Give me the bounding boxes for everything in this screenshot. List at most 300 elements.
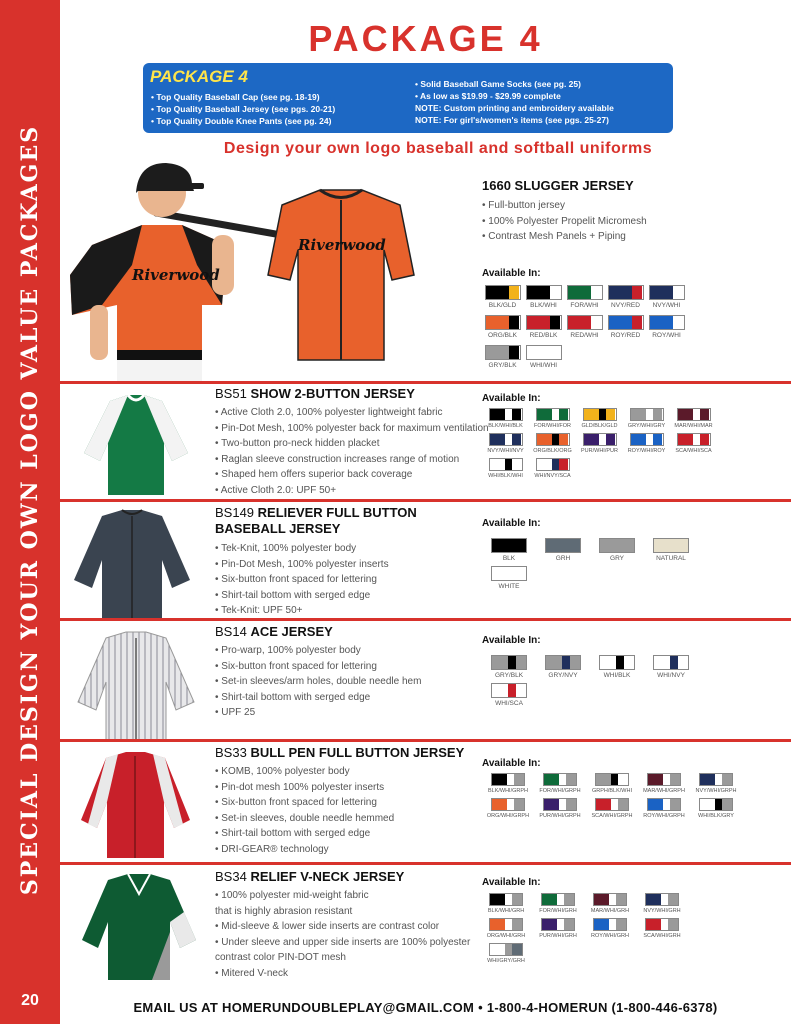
- color-label: ORG/BLK/ORG: [533, 448, 572, 454]
- color-segment: [650, 316, 674, 329]
- color-segment: [654, 539, 688, 552]
- color-swatch: [586, 773, 638, 794]
- color-chip: [649, 315, 685, 330]
- color-swatch: [690, 773, 742, 794]
- product-4-name: BS14 ACE JERSEY: [215, 624, 333, 639]
- color-label: ROY/WHI/GRPH: [643, 813, 685, 819]
- color-segment: [700, 434, 710, 445]
- package-item: • Top Quality Double Knee Pants (see pg. 24): [151, 116, 332, 126]
- color-segment: [632, 316, 642, 329]
- package-item: • As low as $19.99 - $29.99 complete: [415, 91, 561, 101]
- color-segment: [512, 919, 522, 930]
- hero-jersey-text-2: Riverwood: [298, 236, 386, 254]
- color-label: ROY/WHI/GRH: [591, 933, 629, 939]
- color-segment: [486, 346, 510, 359]
- divider: [60, 381, 791, 384]
- color-label: WHI/BLK/WHI: [488, 473, 523, 479]
- product-3-jersey-image: [72, 508, 192, 620]
- color-segment: [661, 894, 668, 905]
- color-segment: [668, 919, 678, 930]
- color-segment: [542, 919, 557, 930]
- color-segment: [673, 316, 683, 329]
- page-title: PACKAGE 4: [308, 18, 543, 59]
- color-chip: [485, 285, 521, 300]
- color-segment: [557, 919, 564, 930]
- color-chip: [595, 773, 629, 786]
- color-chip: [608, 315, 644, 330]
- color-label: GRY/NVY: [548, 672, 578, 679]
- color-segment: [678, 434, 693, 445]
- color-segment: [624, 656, 634, 669]
- color-segment: [609, 894, 616, 905]
- color-swatch: [480, 943, 532, 964]
- package-right-list: [415, 78, 614, 126]
- color-segment: [505, 894, 512, 905]
- color-swatch: [590, 655, 644, 679]
- product-3-available-label: Available In:: [482, 518, 541, 529]
- color-label: BLK/WHI: [530, 302, 557, 309]
- color-chip: [583, 408, 617, 421]
- color-segment: [616, 894, 626, 905]
- color-swatch: [605, 315, 646, 339]
- product-5-name: BS33 BULL PEN FULL BUTTON JERSEY: [215, 745, 465, 760]
- color-chip: [595, 798, 629, 811]
- color-segment: [492, 684, 508, 697]
- product-3-features: • Tek-Knit, 100% polyester body • Pin-Dot Mesh, 100% polyester inserts • Six-button front spaced for lettering • Shirt-tail bottom with serged edge • Tek-Knit: UPF 50+: [215, 543, 389, 616]
- color-segment: [527, 316, 551, 329]
- color-segment: [609, 286, 633, 299]
- product-2-name: BS51 SHOW 2-BUTTON JERSEY: [215, 386, 415, 401]
- color-segment: [512, 434, 522, 445]
- product-3-swatches: [482, 538, 742, 594]
- color-segment: [505, 409, 512, 420]
- color-segment: [600, 539, 634, 552]
- color-segment: [505, 919, 512, 930]
- color-label: SCA/WHI/GRPH: [591, 813, 633, 819]
- color-label: FOR/WHI: [570, 302, 599, 309]
- color-chip: [653, 655, 689, 670]
- color-label: BLK/GLD: [488, 302, 517, 309]
- color-segment: [591, 316, 601, 329]
- color-label: ORG/BLK: [488, 332, 517, 339]
- color-segment: [584, 409, 599, 420]
- color-label: NVY/RED: [611, 302, 640, 309]
- color-chip: [526, 345, 562, 360]
- color-segment: [562, 656, 569, 669]
- color-segment: [552, 409, 559, 420]
- package-item: • Solid Baseball Game Socks (see pg. 25): [415, 79, 581, 89]
- color-swatch: [536, 538, 590, 562]
- color-swatch: [482, 345, 523, 369]
- product-6-swatches: [480, 893, 710, 968]
- color-segment: [566, 774, 576, 785]
- color-label: PUR/WHI/PUR: [581, 448, 618, 454]
- color-segment: [505, 459, 512, 470]
- color-segment: [616, 656, 623, 669]
- color-label: GRH: [555, 555, 571, 562]
- color-segment: [568, 286, 592, 299]
- product-1-available-label: Available In:: [482, 268, 541, 279]
- product-6-features: • 100% polyester mid-weight fabric that is highly abrasion resistant • Mid-sleeve & lower side inserts are contrast color • Under sleeve and upper side inserts are 100% polyester contrast color PIN-DOT mesh • Mitered V-neck: [215, 890, 471, 979]
- color-segment: [512, 409, 522, 420]
- product-5-available-label: Available In:: [482, 758, 541, 769]
- product-1-name: 1660 SLUGGER JERSEY: [482, 178, 634, 193]
- color-swatch: [529, 433, 576, 454]
- color-swatch: [623, 408, 670, 429]
- color-segment: [700, 799, 715, 810]
- color-segment: [527, 286, 551, 299]
- color-chip: [541, 893, 575, 906]
- color-segment: [670, 774, 680, 785]
- color-chip: [599, 655, 635, 670]
- color-segment: [552, 434, 559, 445]
- color-segment: [722, 799, 732, 810]
- divider: [60, 862, 791, 865]
- divider: [60, 739, 791, 742]
- color-swatch: [532, 918, 584, 939]
- color-chip: [489, 458, 523, 471]
- color-label: SCA/WHI/SCA: [675, 448, 712, 454]
- color-segment: [700, 409, 710, 420]
- color-label: WHI/GRY/GRH: [487, 958, 525, 964]
- color-segment: [552, 459, 559, 470]
- product-3-name: BS149 RELIEVER FULL BUTTON: [215, 505, 417, 520]
- color-label: NVY/WHI/NVY: [487, 448, 524, 454]
- product-4-jersey-image: [76, 630, 196, 742]
- color-chip: [536, 408, 570, 421]
- product-2-swatches: [482, 408, 722, 483]
- color-segment: [507, 799, 514, 810]
- color-chip: [489, 433, 523, 446]
- color-label: GRY: [610, 555, 624, 562]
- color-label: MAR/WHI/GRH: [590, 908, 630, 914]
- color-chip: [489, 893, 523, 906]
- divider: [60, 499, 791, 502]
- color-segment: [654, 656, 670, 669]
- package-box-title: PACKAGE 4: [150, 67, 248, 86]
- color-label: GRY/BLK: [488, 362, 517, 369]
- color-swatch: [523, 315, 564, 339]
- color-segment: [609, 316, 633, 329]
- color-swatch: [529, 408, 576, 429]
- color-swatch: [482, 798, 534, 819]
- color-chip: [491, 773, 525, 786]
- color-segment: [542, 894, 557, 905]
- color-segment: [537, 409, 552, 420]
- color-segment: [646, 409, 653, 420]
- color-segment: [693, 434, 700, 445]
- color-segment: [648, 774, 663, 785]
- color-segment: [648, 799, 663, 810]
- color-chip: [649, 285, 685, 300]
- color-swatch: [584, 918, 636, 939]
- product-6-jersey-image: [80, 872, 198, 982]
- color-segment: [490, 919, 505, 930]
- color-chip: [543, 773, 577, 786]
- color-swatch: [564, 315, 605, 339]
- side-title: SPECIAL DESIGN YOUR OWN LOGO VALUE PACKAGES: [17, 124, 43, 896]
- color-segment: [715, 774, 722, 785]
- color-label: WHI/BLK/GRY: [698, 813, 734, 819]
- color-chip: [491, 566, 527, 581]
- package-info-box: [143, 63, 673, 133]
- product-5-features: • KOMB, 100% polyester body • Pin-dot mesh 100% polyester inserts • Six-button front spaced for lettering • Set-in sleeves, double needle hemmed • Shirt-tail bottom with serged edge • DRI-GEAR® technology: [215, 766, 395, 855]
- color-segment: [678, 656, 688, 669]
- product-2-available-label: Available In:: [482, 393, 541, 404]
- color-segment: [650, 286, 674, 299]
- color-swatch: [584, 893, 636, 914]
- color-segment: [646, 894, 661, 905]
- color-chip: [541, 918, 575, 931]
- color-swatch: [523, 285, 564, 309]
- color-swatch: [482, 655, 536, 679]
- color-segment: [492, 539, 526, 552]
- color-swatch: [623, 433, 670, 454]
- color-swatch: [482, 683, 536, 707]
- color-label: MAR/WHI/GRPH: [643, 788, 685, 794]
- color-segment: [594, 919, 609, 930]
- color-segment: [606, 434, 616, 445]
- color-chip: [526, 285, 562, 300]
- page-number: 20: [21, 992, 39, 1009]
- color-segment: [618, 799, 628, 810]
- product-5-jersey-image: [78, 750, 193, 860]
- color-swatch: [644, 655, 698, 679]
- color-segment: [559, 774, 566, 785]
- color-swatch: [590, 538, 644, 562]
- product-1-swatches: [482, 285, 712, 375]
- footer-contact: EMAIL US AT HOMERUNDOUBLEPLAY@GMAIL.COM • 1-800-4-HOMERUN (1-800-446-6378): [133, 1000, 718, 1015]
- color-label: WHI/WHI: [529, 362, 558, 369]
- color-segment: [490, 434, 505, 445]
- color-label: BLK/WHI/BLK: [488, 423, 523, 429]
- color-segment: [492, 656, 508, 669]
- color-segment: [722, 774, 732, 785]
- color-segment: [490, 409, 505, 420]
- color-chip: [593, 918, 627, 931]
- color-segment: [486, 316, 510, 329]
- color-swatch: [482, 566, 536, 590]
- color-segment: [609, 919, 616, 930]
- side-strip: [0, 0, 60, 1024]
- color-segment: [632, 286, 642, 299]
- color-chip: [543, 798, 577, 811]
- color-chip: [645, 918, 679, 931]
- color-segment: [611, 774, 618, 785]
- color-swatch: [638, 798, 690, 819]
- page-subtitle: Design your own logo baseball and softball uniforms: [223, 140, 653, 157]
- color-segment: [505, 434, 512, 445]
- color-label: ROY/RED: [610, 332, 641, 339]
- color-segment: [559, 799, 566, 810]
- color-segment: [668, 894, 678, 905]
- color-segment: [512, 944, 522, 955]
- color-label: ROY/WHI: [652, 332, 681, 339]
- color-label: ORG/WHI/GRPH: [486, 813, 530, 819]
- color-segment: [661, 919, 668, 930]
- color-swatch: [638, 773, 690, 794]
- color-chip: [630, 408, 664, 421]
- color-segment: [557, 894, 564, 905]
- color-segment: [512, 459, 522, 470]
- color-segment: [618, 774, 628, 785]
- color-segment: [663, 799, 670, 810]
- color-swatch: [529, 458, 576, 479]
- color-chip: [645, 893, 679, 906]
- color-label: ORG/WHI/GRH: [486, 933, 526, 939]
- color-segment: [509, 286, 519, 299]
- color-segment: [486, 286, 510, 299]
- color-swatch: [482, 538, 536, 562]
- color-segment: [492, 799, 507, 810]
- color-segment: [550, 286, 560, 299]
- color-swatch: [536, 655, 590, 679]
- color-label: WHI/NVY: [657, 672, 685, 679]
- color-segment: [616, 919, 626, 930]
- color-chip: [489, 408, 523, 421]
- color-chip: [545, 655, 581, 670]
- color-label: WHI/BLK: [603, 672, 631, 679]
- color-swatch: [480, 893, 532, 914]
- package-item: • Top Quality Baseball Jersey (see pgs. 20-21): [151, 104, 336, 114]
- color-chip: [699, 773, 733, 786]
- product-4-swatches: [482, 655, 742, 711]
- color-swatch: [482, 408, 529, 429]
- color-segment: [663, 774, 670, 785]
- color-swatch: [690, 798, 742, 819]
- color-segment: [611, 799, 618, 810]
- color-label: BLK/WHI/GRPH: [487, 788, 529, 794]
- color-label: FOR/WHI/GRH: [539, 908, 577, 914]
- package-item: NOTE: For girl's/women's items (see pgs. 25-27): [415, 115, 609, 125]
- color-chip: [647, 773, 681, 786]
- color-label: MAR/WHI/MAR: [674, 423, 713, 429]
- color-chip: [491, 655, 527, 670]
- color-segment: [546, 539, 580, 552]
- color-swatch: [523, 345, 564, 369]
- color-segment: [516, 656, 526, 669]
- color-label: NATURAL: [656, 555, 686, 562]
- color-chip: [489, 943, 523, 956]
- color-segment: [700, 774, 715, 785]
- color-segment: [509, 316, 519, 329]
- color-swatch: [534, 798, 586, 819]
- color-segment: [490, 894, 505, 905]
- color-label: RED/BLK: [529, 332, 558, 339]
- color-swatch: [564, 285, 605, 309]
- color-segment: [670, 656, 677, 669]
- color-segment: [591, 286, 601, 299]
- hero-jersey-text: Riverwood: [132, 266, 220, 284]
- package-left-list: [151, 91, 335, 127]
- color-label: NVY/WHI: [652, 302, 681, 309]
- color-label: NVY/WHI/GRH: [643, 908, 681, 914]
- color-segment: [559, 459, 569, 470]
- color-segment: [546, 656, 562, 669]
- color-chip: [699, 798, 733, 811]
- color-segment: [490, 944, 505, 955]
- color-label: FOR/WHI/GRPH: [539, 788, 581, 794]
- color-segment: [599, 409, 606, 420]
- color-segment: [550, 346, 560, 359]
- color-label: GRY/BLK: [494, 672, 524, 679]
- product-5-swatches: [482, 773, 742, 823]
- color-segment: [715, 799, 722, 810]
- color-chip: [491, 538, 527, 553]
- color-segment: [559, 409, 569, 420]
- color-chip: [583, 433, 617, 446]
- color-swatch: [670, 433, 717, 454]
- color-segment: [594, 894, 609, 905]
- color-label: BLK/WHI/GRH: [487, 908, 525, 914]
- color-label: PUR/WHI/GRPH: [539, 813, 581, 819]
- color-segment: [505, 944, 512, 955]
- color-swatch: [644, 538, 698, 562]
- color-chip: [677, 408, 711, 421]
- color-segment: [678, 409, 693, 420]
- color-swatch: [605, 285, 646, 309]
- color-chip: [567, 315, 603, 330]
- color-label: BLK: [502, 555, 516, 562]
- color-segment: [550, 316, 560, 329]
- package-item: NOTE: Custom printing and embroidery available: [415, 103, 614, 113]
- color-segment: [693, 409, 700, 420]
- color-segment: [537, 459, 552, 470]
- color-label: PUR/WHI/GRH: [539, 933, 577, 939]
- package-item: • Top Quality Baseball Cap (see pg. 18-19): [151, 92, 320, 102]
- color-chip: [653, 538, 689, 553]
- color-segment: [673, 286, 683, 299]
- color-swatch: [482, 773, 534, 794]
- color-swatch: [646, 285, 687, 309]
- color-chip: [485, 315, 521, 330]
- color-segment: [544, 774, 559, 785]
- color-swatch: [534, 773, 586, 794]
- color-label: FOR/WHI/FOR: [534, 423, 571, 429]
- color-label: WHITE: [498, 583, 520, 590]
- color-segment: [606, 409, 616, 420]
- color-swatch: [636, 893, 688, 914]
- color-label: NVY/WHI/GRPH: [695, 788, 737, 794]
- color-segment: [492, 774, 507, 785]
- color-segment: [646, 434, 653, 445]
- product-3-name-line2: BASEBALL JERSEY: [215, 521, 341, 536]
- color-segment: [507, 774, 514, 785]
- color-chip: [567, 285, 603, 300]
- color-chip: [526, 315, 562, 330]
- color-segment: [492, 567, 526, 580]
- product-2-jersey-image: [80, 393, 192, 497]
- color-label: SCA/WHI/GRH: [643, 933, 681, 939]
- color-segment: [631, 409, 646, 420]
- color-segment: [596, 774, 611, 785]
- color-segment: [670, 799, 680, 810]
- color-segment: [514, 799, 524, 810]
- color-segment: [653, 434, 663, 445]
- color-chip: [485, 345, 521, 360]
- color-swatch: [482, 433, 529, 454]
- product-4-features: • Pro-warp, 100% polyester body • Six-button front spaced for lettering • Set-in sleeves/arm holes, double needle hem • Shirt-tail bottom with serged edge • UPF 25: [215, 645, 422, 718]
- color-label: WHI/SCA: [495, 700, 523, 707]
- color-segment: [599, 434, 606, 445]
- color-swatch: [482, 315, 523, 339]
- color-label: GRPH/BLK/WHI: [591, 788, 633, 794]
- color-segment: [508, 656, 515, 669]
- color-chip: [677, 433, 711, 446]
- color-chip: [599, 538, 635, 553]
- color-swatch: [576, 433, 623, 454]
- color-chip: [491, 683, 527, 698]
